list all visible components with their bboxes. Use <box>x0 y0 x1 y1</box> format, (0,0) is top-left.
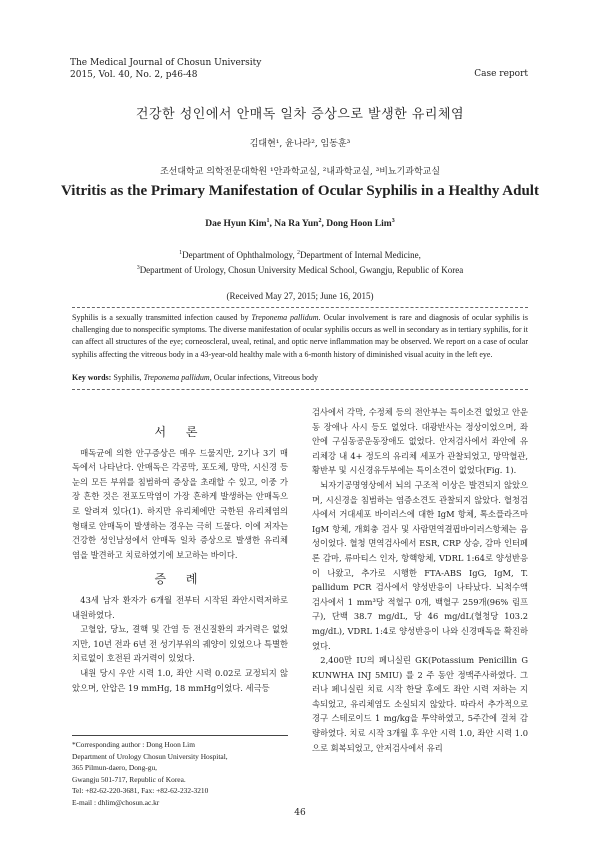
footnote-dept: Department of Urology Chosun University Hospital, <box>72 751 228 761</box>
abstract-top-divider <box>72 307 528 308</box>
case-paragraph-3: 내원 당시 우안 시력 1.0, 좌안 시력 0.02로 교정되지 않았으며, 안압은 19 mmHg, 18 mmHg이었다. 세극등 <box>72 667 288 693</box>
footnote-city: Gwangju 501-717, Republic of Korea. <box>72 774 186 784</box>
case-paragraph-2: 고혈압, 당뇨, 결핵 및 간염 등 전신질환의 과거력은 없었지만, 10년 전과 6년 전 성기부위의 궤양이 있었으나 특별한 치료없이 호전된 과거력이 있었다. <box>72 624 288 664</box>
korean-affiliation: 조선대학교 의학전문대학원 ¹안과학교실, ²내과학교실, ³비뇨기과학교실 <box>159 167 441 177</box>
footnote-email[interactable]: E-mail : dhlim@chosun.ac.kr <box>72 797 160 807</box>
journal-name: The Medical Journal of Chosun University <box>70 58 262 68</box>
right-column <box>312 405 528 755</box>
journal-header <box>70 57 261 81</box>
footnote-author: *Corresponding author : Dong Hoon Lim <box>72 740 195 749</box>
abstract-bottom-divider <box>72 389 528 390</box>
treatment-paragraph: 2,400만 IU의 페니실린 GK(Potassium Penicillin G KUNWHA INJ 5MIU) 를 2 주 동안 정맥주사하였다. 그러나 페니실린 치료 시작 한달 후에도 좌안 시력 저하는 지속되었고, 유리체염도 소실되지 않았다. 따라서 추가적으로 경구 스테로이드 1 mg/kg을 투약하였고, 5주간에 걸쳐 감량하였다. 치료 시작 3개월 후 우안 시력 1.0, 좌안 시력 1.0으로 회복되었고, 안저검사에서 유리 <box>312 655 528 753</box>
korean-authors: 김대현¹, 윤나라², 임동훈³ <box>249 139 351 149</box>
journal-citation: 2015, Vol. 40, No. 2, p46-48 <box>70 70 198 80</box>
footnote-phone: Tel: +82-62-220-3681, Fax: +82-62-232-3210 <box>72 786 209 796</box>
page-number: 46 <box>294 808 306 818</box>
keywords <box>72 373 528 382</box>
case-paragraph-1: 43세 남자 환자가 6개월 전부터 시작된 좌안시력저하로 내원하였다. <box>72 594 288 620</box>
korean-title: 건강한 성인에서 안매독 일차 증상으로 발생한 유리체염 <box>135 107 465 122</box>
footnote-street: 365 Pilmun-daero, Dong-gu, <box>72 763 157 773</box>
footnote-rule <box>72 735 288 736</box>
intro-paragraph: 매독균에 의한 안구증상은 매우 드물지만, 2기나 3기 매독에서 나타난다. 안매독은 각공막, 포도체, 망막, 시신경 등 눈의 모든 부위를 침범하여 증상을 초래할 수 있고, 이중 가장 흔한 것은 전포도막염이 가장 흔하게 발생하는 안매독으로 알려져 있다(1). 하지만 유리체에만 국한된 유리체염의 형태로 안매독이 발생하는 경우는 극히 드물다. 이에 저자는 건강한 성인남성에서 안매독 일차 증상으로 발생한 유리체염을 발견하고 치료하였기에 보고하는 바이다. <box>72 447 288 560</box>
lab-paragraph: 뇌자기공명영상에서 뇌의 구조적 이상은 발견되지 않았으며, 시신경을 침범하는 염증소견도 관찰되지 않았다. 혈청검사에서 거대세포 바이러스에 대한 IgM 항체, 톡소플라즈마 IgM 항체, 개회충 검사 및 사람면역결핍바이러스항체는 음성이었다. 혈청 면역검사에서 ESR, CRP 상승, 감마 인터페론 감마, 류마티스 인자, 항핵항체, VDRL 1:64로 양성반응이 나왔고, 추가로 시행한 FTA-ABS IgG, IgM, T. pallidum PCR 검사에서 양성반응이 나타났다. 뇌척수액 검사에서 1 mm³당 적혈구 0개, 백혈구 259개(96% 림프구), 단백 38.7 mg/dL, 당 46 mg/dL(혈청당 103.2 mg/dL), VDRL 1:4로 양성반응이 나와 신경매독을 확진하였다. <box>312 479 528 651</box>
left-column <box>72 425 288 695</box>
english-affiliation-2: $^3$Department of Urology, Chosun University Medical School, Gwangju, Republic of Korea <box>136 265 464 275</box>
intro-heading: 서 론 <box>154 425 206 439</box>
keywords-list: Syphilis, Treponema pallidum, Ocular infections, Vitreous body <box>111 373 318 382</box>
english-title: Vitritis as the Primary Manifestation of Ocular Syphilis in a Healthy Adult <box>61 183 539 199</box>
english-affiliation-1: $^1$Department of Ophthalmology, $^2$Department of Internal Medicine, <box>179 250 421 260</box>
article-type: Case report <box>474 69 528 79</box>
received-date: (Received May 27, 2015; June 16, 2015) <box>226 291 374 301</box>
corresponding-author-footnote <box>72 739 288 809</box>
abstract: Syphilis is a sexually transmitted infection caused by Treponema pallidum. Ocular involvement is rare and diagnosis of ocular syphilis is challenging due to nonspecific symptoms. The diverse manifestation of ocular syphilis occurs as well in secondary as in tertiary syphilis, for it can affect all structures of the eye; corneoscleral, uveal, retinal, and optic nerve inflammation may be observed. We report on a case of ocular syphilis affecting the vitreous body in a 43-year-old healthy male with a 6-month history of diminished visual acuity in the left eye. <box>72 313 529 359</box>
english-authors: Dae Hyun Kim$^1$, Na Ra Yun$^2$, Dong Hoon Lim$^3$ <box>205 218 395 230</box>
exam-paragraph: 검사에서 각막, 수정체 등의 전안부는 특이소견 없었고 안운동 장애나 사시 등도 없었다. 대광반사는 정상이었으며, 좌안에 구심동공운동장애도 없었다. 안저검사에서 좌안에 유리체강 내 4+ 정도의 유리체 세포가 관찰되었고, 망막혈관, 황반부 및 시신경유두부에는 특이소견이 없었다(Fig. 1). <box>312 407 528 476</box>
keywords-label: Key words: <box>72 373 112 382</box>
case-heading: 증 례 <box>154 572 206 587</box>
